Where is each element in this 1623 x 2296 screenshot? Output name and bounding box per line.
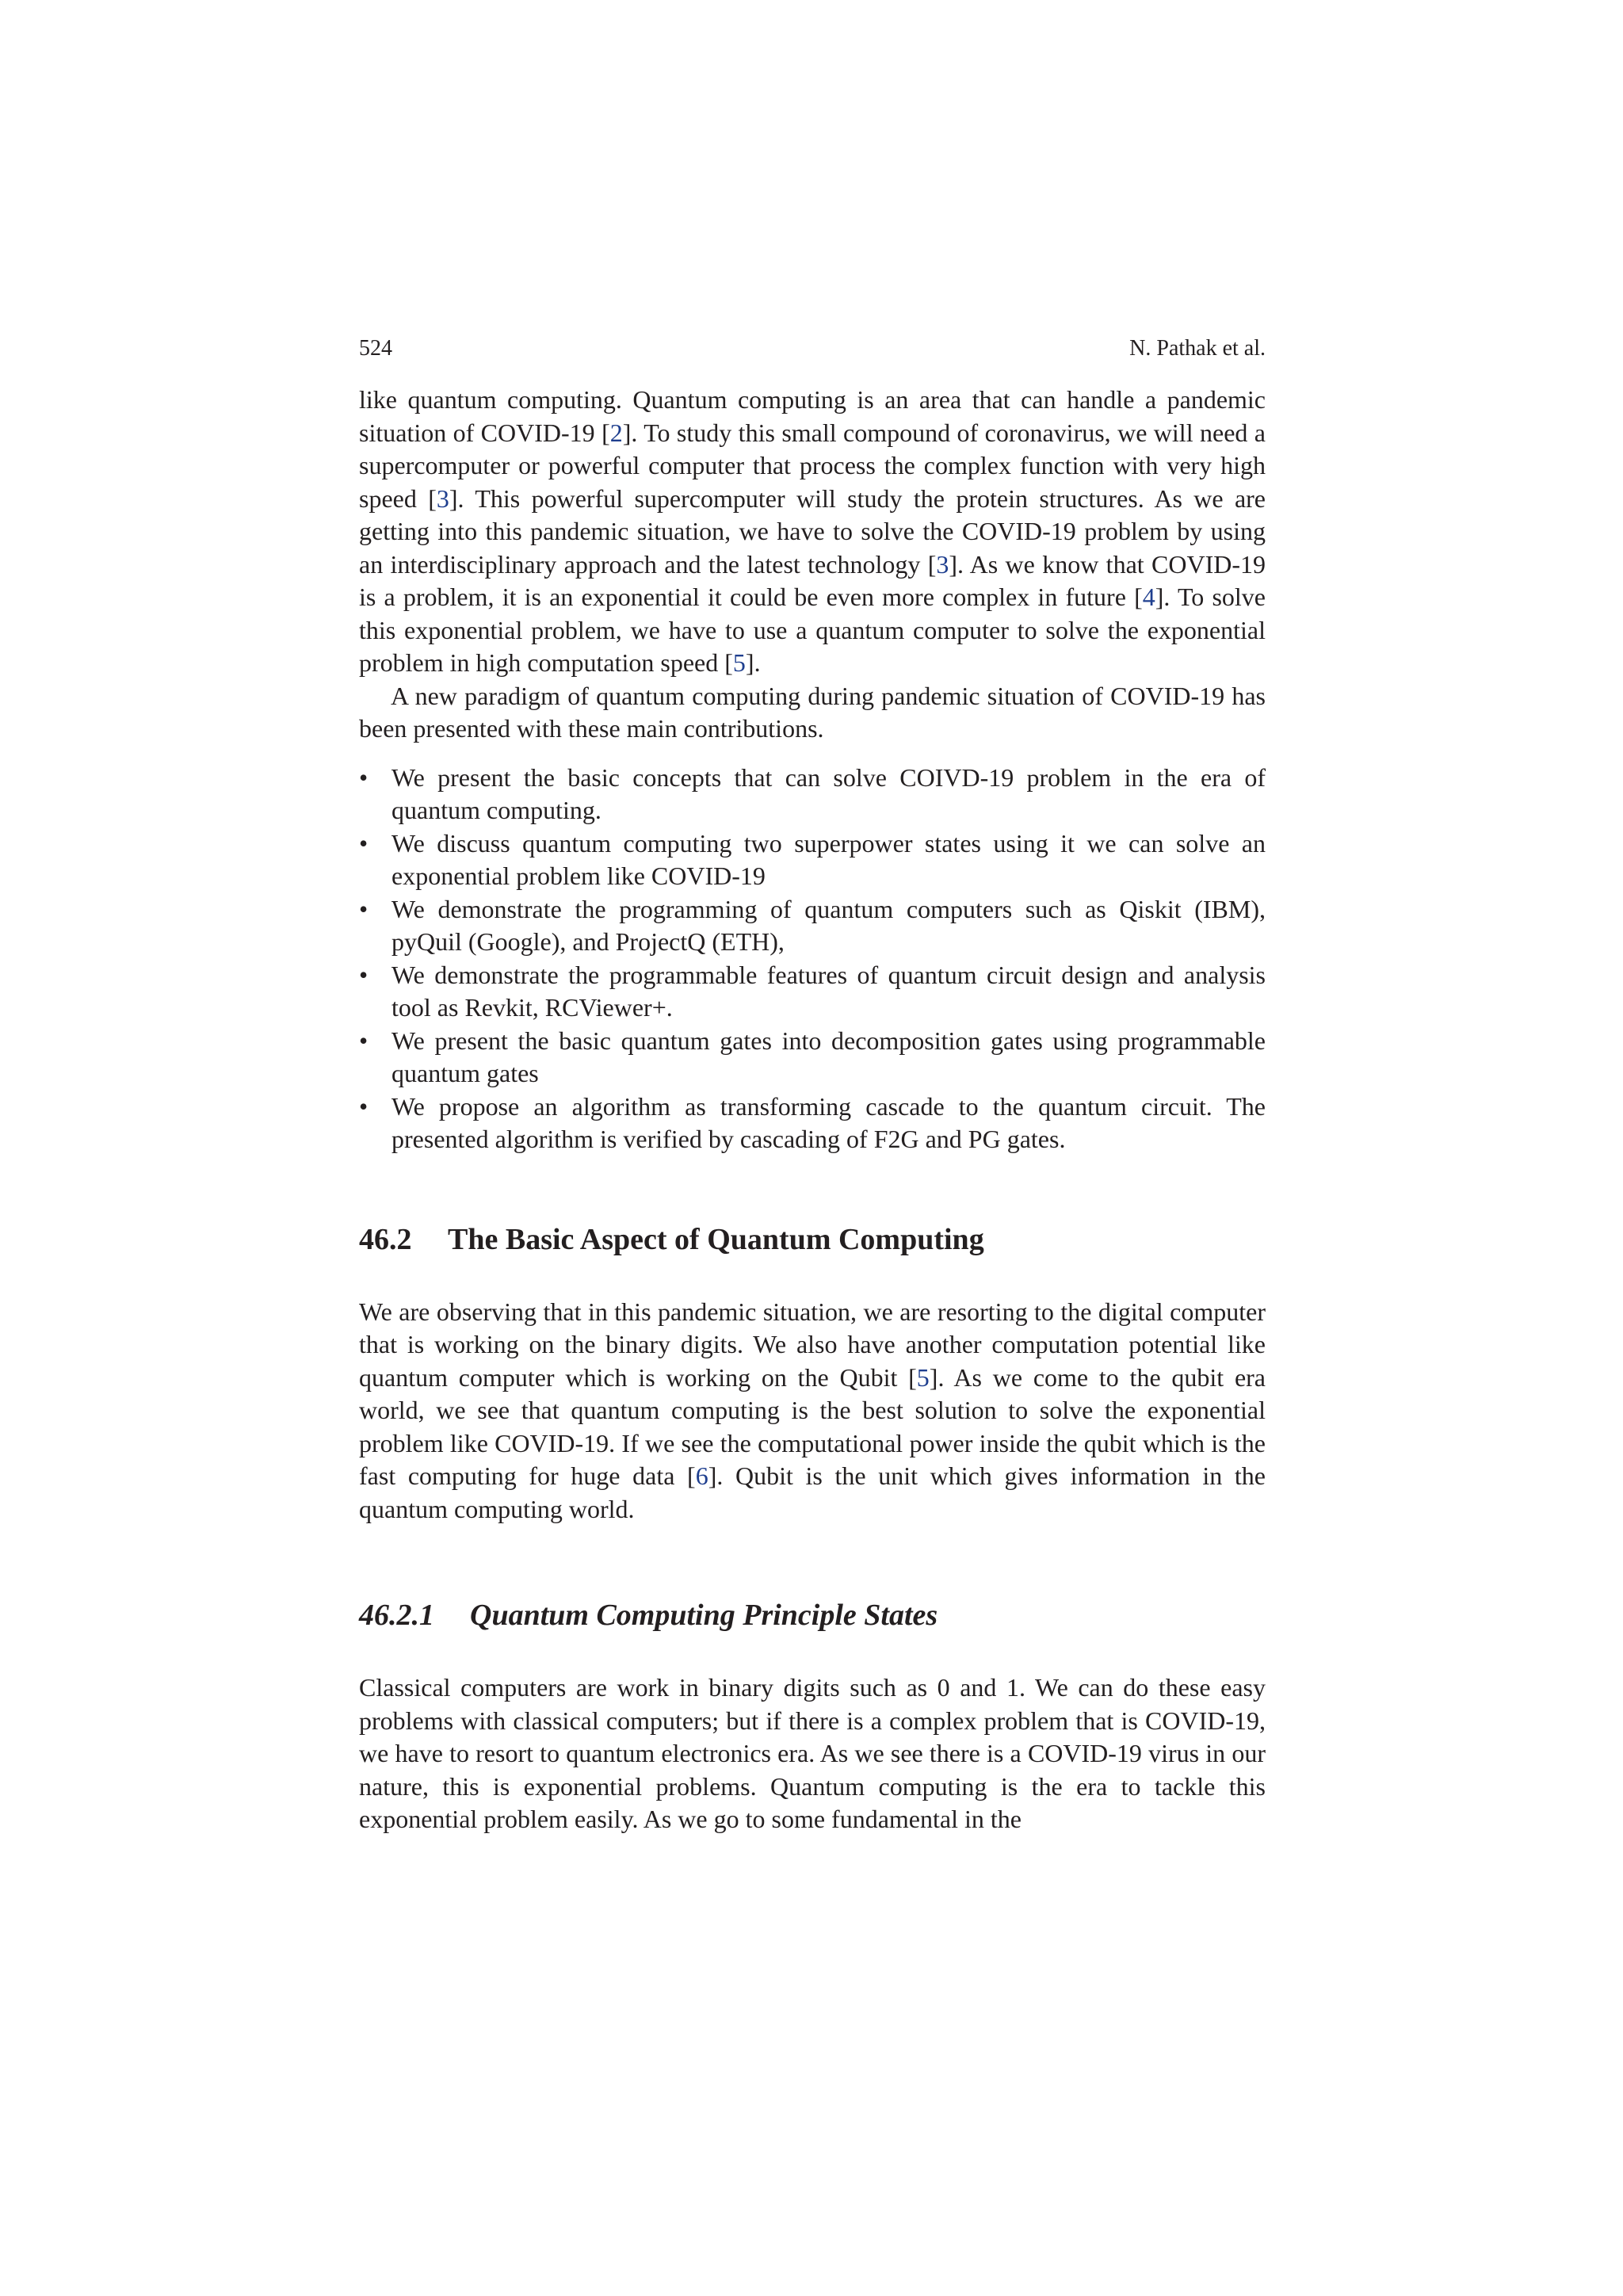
subsection-title: Quantum Computing Principle States <box>470 1599 938 1632</box>
bullet-icon: • <box>359 762 369 792</box>
bullet-icon: • <box>359 828 369 858</box>
citation-link[interactable]: 6 <box>695 1461 708 1490</box>
contributions-list <box>359 762 1266 1156</box>
bullet-icon: • <box>359 960 369 989</box>
list-item: • We present the basic quantum gates into decomposition gates using programmable quantum gates <box>359 1026 1266 1087</box>
running-head <box>359 333 1266 365</box>
section-title: The Basic Aspect of Quantum Computing <box>448 1222 984 1256</box>
bullet-icon: • <box>359 1026 369 1055</box>
subsection-number: 46.2.1 <box>359 1599 434 1632</box>
section-heading <box>359 1220 1266 1259</box>
page-number: 524 <box>359 336 392 361</box>
citation-link[interactable]: 3 <box>436 483 449 513</box>
citation-link[interactable]: 4 <box>1142 583 1155 611</box>
intro-paragraph-2: A new paradigm of quantum computing during pandemic situation of COVID-19 has been presented with these main contributions. <box>359 681 1266 743</box>
list-item: • We demonstrate the programmable features of quantum circuit design and analysis tool as Revkit, RCViewer+. <box>359 960 1266 1022</box>
citation-link[interactable]: 3 <box>936 549 949 579</box>
list-item: • We demonstrate the programming of quantum computers such as Qiskit (IBM), pyQuil (Google), and ProjectQ (ETH), <box>359 894 1266 956</box>
page-content <box>359 333 1266 1836</box>
citation-link[interactable]: 5 <box>732 648 746 677</box>
subsection-heading <box>359 1595 1266 1635</box>
list-item: • We present the basic concepts that can solve COIVD-19 problem in the era of quantum computing. <box>359 762 1266 824</box>
list-item: • We discuss quantum computing two superpower states using it we can solve an exponential problem like COVID-19 <box>359 828 1266 890</box>
section-number: 46.2 <box>359 1222 412 1256</box>
intro-paragraph-1: like quantum computing. Quantum computing is an area that can handle a pandemic situation of COVID-19 [2]. To study this small compound of coronavirus, we will need a supercomputer or powerful computer that process the complex function with very high speed [3]. This powerful supercomputer will study the protein structures. As we are getting into this pandemic situation, we have to solve the COVID-19 problem by using an interdisciplinary approach and the latest technology [3]. As we know that COVID-19 is a problem, it is an exponential it could be even more complex in future [4]. To solve this exponential problem, we have to use a quantum computer to solve the exponential problem in high computation speed [5]. <box>359 385 1266 677</box>
list-item: • We propose an algorithm as transforming cascade to the quantum circuit. The presented algorithm is verified by cascading of F2G and PG gates. <box>359 1091 1266 1153</box>
running-head-authors: N. Pathak et al. <box>1129 336 1266 361</box>
bullet-icon: • <box>359 894 369 923</box>
citation-link[interactable]: 2 <box>609 418 623 447</box>
citation-link[interactable]: 5 <box>916 1362 930 1392</box>
section-paragraph-1: We are observing that in this pandemic situation, we are resorting to the digital computer that is working on the binary digits. We also have another computation potential like quantum computer which is working on the Qubit [5]. As we come to the qubit era world, we see that quantum computing is the best solution to solve the exponential problem like COVID-19. If we see the computational power inside the qubit which is the fast computing for huge data [6]. Qubit is the unit which gives information in the quantum computing world. <box>359 1297 1266 1523</box>
bullet-icon: • <box>359 1091 369 1121</box>
subsection-paragraph-1: Classical computers are work in binary digits such as 0 and 1. We can do these easy problems with classical computers; but if there is a complex problem that is COVID-19, we have to resort to quantum electronics era. As we see there is a COVID-19 virus in our nature, this is exponential problems. Quantum computing is the era to tackle this exponential problem easily. As we go to some fundamental in the <box>359 1673 1266 1833</box>
